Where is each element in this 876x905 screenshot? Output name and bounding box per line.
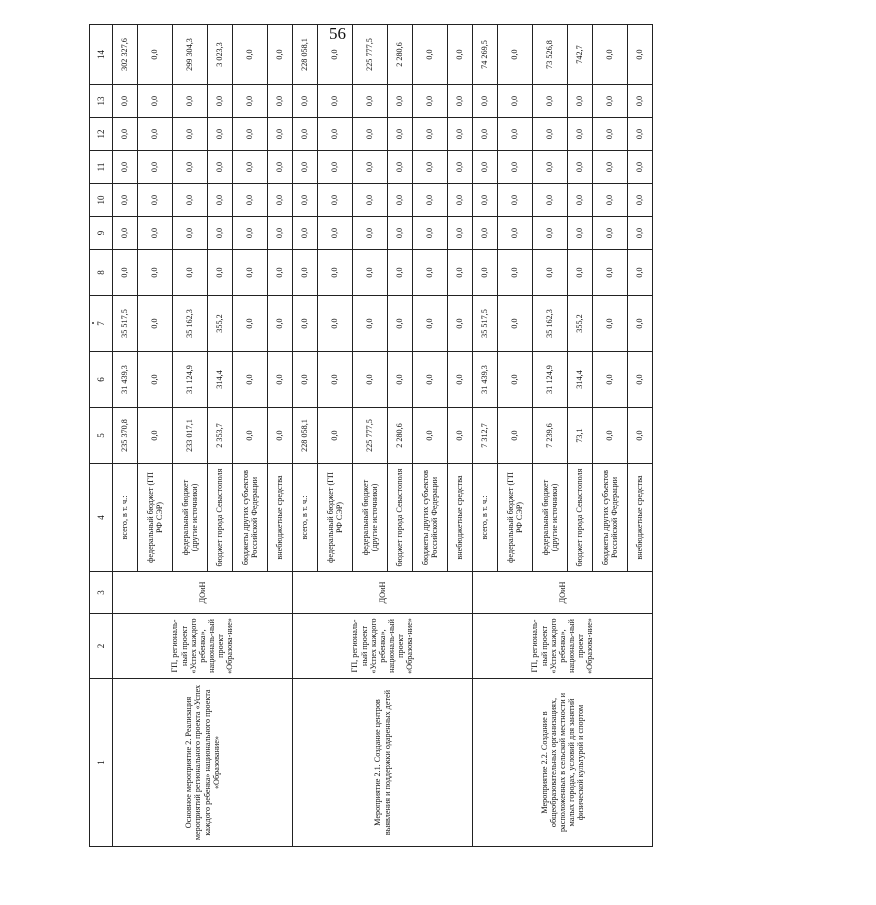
amount-cell-col-9: 0,0 xyxy=(473,217,498,250)
amount-cell-col-12: 0,0 xyxy=(113,118,138,151)
amount-cell-col-8: 0,0 xyxy=(413,250,448,296)
amount-cell-col-14: 74 269,5 xyxy=(473,25,498,85)
amount-cell-col-12: 0,0 xyxy=(533,118,568,151)
column-header-4: 4 xyxy=(90,464,113,572)
amount-cell-col-14: 0,0 xyxy=(628,25,653,85)
amount-cell-col-9: 0,0 xyxy=(293,217,318,250)
amount-cell-col-5: 0,0 xyxy=(448,408,473,464)
funding-source-cell: внебюджетные средства xyxy=(628,464,653,572)
amount-cell-col-13: 0,0 xyxy=(388,85,413,118)
amount-cell-col-8: 0,0 xyxy=(448,250,473,296)
amount-cell-col-14: 0,0 xyxy=(268,25,293,85)
column-header-8: 8 xyxy=(90,250,113,296)
funding-source-cell: федеральный бюджет (другие источники) xyxy=(533,464,568,572)
amount-cell-col-8: 0,0 xyxy=(533,250,568,296)
amount-cell-col-13: 0,0 xyxy=(138,85,173,118)
amount-cell-col-7: 35 517,5 xyxy=(473,296,498,352)
funding-source-cell: федеральный бюджет (другие источники) xyxy=(353,464,388,572)
amount-cell-col-12: 0,0 xyxy=(318,118,353,151)
amount-cell-col-13: 0,0 xyxy=(448,85,473,118)
amount-cell-col-10: 0,0 xyxy=(388,184,413,217)
executor-cell: ДОиН xyxy=(293,572,473,614)
column-header-3: 3 xyxy=(90,572,113,614)
amount-cell-col-12: 0,0 xyxy=(208,118,233,151)
funding-source-cell: внебюджетные средства xyxy=(448,464,473,572)
amount-cell-col-12: 0,0 xyxy=(473,118,498,151)
amount-cell-col-6: 0,0 xyxy=(233,352,268,408)
amount-cell-col-8: 0,0 xyxy=(233,250,268,296)
activity-name-cell: Мероприятие 2.1. Создание центров выявления и поддержки одаренных детей xyxy=(293,679,473,847)
amount-cell-col-11: 0,0 xyxy=(268,151,293,184)
amount-cell-col-8: 0,0 xyxy=(138,250,173,296)
column-header-6: 6 xyxy=(90,352,113,408)
amount-cell-col-8: 0,0 xyxy=(388,250,413,296)
amount-cell-col-6: 0,0 xyxy=(353,352,388,408)
activity-name-cell: Основное мероприятие 2. Реализация мероприятий регионального проекта «Успех каждого ребенка» национального проекта «Образование» xyxy=(113,679,293,847)
amount-cell-col-9: 0,0 xyxy=(413,217,448,250)
amount-cell-col-8: 0,0 xyxy=(268,250,293,296)
amount-cell-col-11: 0,0 xyxy=(138,151,173,184)
amount-cell-col-11: 0,0 xyxy=(568,151,593,184)
amount-cell-col-5: 235 370,8 xyxy=(113,408,138,464)
amount-cell-col-13: 0,0 xyxy=(268,85,293,118)
page-number: 56 xyxy=(329,24,346,43)
amount-cell-col-12: 0,0 xyxy=(388,118,413,151)
funding-source-cell: федеральный бюджет (ГП РФ СЭР) xyxy=(498,464,533,572)
amount-cell-col-12: 0,0 xyxy=(268,118,293,151)
amount-cell-col-13: 0,0 xyxy=(208,85,233,118)
amount-cell-col-9: 0,0 xyxy=(533,217,568,250)
rotated-table-area xyxy=(89,38,876,841)
column-header-11: 11 xyxy=(90,151,113,184)
amount-cell-col-11: 0,0 xyxy=(448,151,473,184)
amount-cell-col-10: 0,0 xyxy=(293,184,318,217)
amount-cell-col-10: 0,0 xyxy=(568,184,593,217)
amount-cell-col-10: 0,0 xyxy=(268,184,293,217)
amount-cell-col-13: 0,0 xyxy=(498,85,533,118)
amount-cell-col-9: 0,0 xyxy=(138,217,173,250)
amount-cell-col-10: 0,0 xyxy=(593,184,628,217)
amount-cell-col-5: 0,0 xyxy=(498,408,533,464)
amount-cell-col-10: 0,0 xyxy=(233,184,268,217)
funding-source-cell: бюджет города Севастополя xyxy=(568,464,593,572)
amount-cell-col-9: 0,0 xyxy=(498,217,533,250)
amount-cell-col-5: 228 058,1 xyxy=(293,408,318,464)
column-header-7: 7 xyxy=(90,296,113,352)
amount-cell-col-7: 355,2 xyxy=(568,296,593,352)
table-header-row xyxy=(90,25,113,847)
amount-cell-col-12: 0,0 xyxy=(233,118,268,151)
amount-cell-col-5: 73,1 xyxy=(568,408,593,464)
amount-cell-col-6: 0,0 xyxy=(413,352,448,408)
amount-cell-col-13: 0,0 xyxy=(293,85,318,118)
amount-cell-col-11: 0,0 xyxy=(593,151,628,184)
amount-cell-col-10: 0,0 xyxy=(448,184,473,217)
funding-source-cell: внебюджетные средства xyxy=(268,464,293,572)
amount-cell-col-9: 0,0 xyxy=(448,217,473,250)
amount-cell-col-8: 0,0 xyxy=(208,250,233,296)
program-cell: ГП, региональ-ный проект «Успех каждого ребенка», националь-ный проект «Образова-ние» xyxy=(113,614,293,679)
amount-cell-col-7: 0,0 xyxy=(593,296,628,352)
amount-cell-col-7: 0,0 xyxy=(413,296,448,352)
amount-cell-col-13: 0,0 xyxy=(233,85,268,118)
column-header-13: 13 xyxy=(90,85,113,118)
amount-cell-col-13: 0,0 xyxy=(413,85,448,118)
column-header-1: 1 xyxy=(90,679,113,847)
amount-cell-col-14: 0,0 xyxy=(138,25,173,85)
column-header-2: 2 xyxy=(90,614,113,679)
amount-cell-col-5: 0,0 xyxy=(413,408,448,464)
amount-cell-col-6: 314,4 xyxy=(208,352,233,408)
amount-cell-col-9: 0,0 xyxy=(388,217,413,250)
amount-cell-col-13: 0,0 xyxy=(473,85,498,118)
amount-cell-col-10: 0,0 xyxy=(138,184,173,217)
amount-cell-col-10: 0,0 xyxy=(208,184,233,217)
amount-cell-col-6: 0,0 xyxy=(388,352,413,408)
amount-cell-col-10: 0,0 xyxy=(173,184,208,217)
amount-cell-col-5: 225 777,5 xyxy=(353,408,388,464)
amount-cell-col-11: 0,0 xyxy=(318,151,353,184)
amount-cell-col-14: 0,0 xyxy=(448,25,473,85)
amount-cell-col-5: 0,0 xyxy=(628,408,653,464)
amount-cell-col-10: 0,0 xyxy=(318,184,353,217)
amount-cell-col-8: 0,0 xyxy=(353,250,388,296)
amount-cell-col-10: 0,0 xyxy=(473,184,498,217)
table-row xyxy=(293,25,318,847)
amount-cell-col-6: 0,0 xyxy=(498,352,533,408)
amount-cell-col-6: 314,4 xyxy=(568,352,593,408)
amount-cell-col-8: 0,0 xyxy=(593,250,628,296)
amount-cell-col-7: 0,0 xyxy=(353,296,388,352)
amount-cell-col-12: 0,0 xyxy=(628,118,653,151)
amount-cell-col-10: 0,0 xyxy=(413,184,448,217)
column-header-5: 5 xyxy=(90,408,113,464)
amount-cell-col-14: 3 023,3 xyxy=(208,25,233,85)
amount-cell-col-9: 0,0 xyxy=(628,217,653,250)
funding-source-cell: бюджеты других субъектов Российской Федерации xyxy=(413,464,448,572)
amount-cell-col-14: 0,0 xyxy=(498,25,533,85)
executor-cell: ДОиН xyxy=(473,572,653,614)
amount-cell-col-8: 0,0 xyxy=(498,250,533,296)
amount-cell-col-12: 0,0 xyxy=(293,118,318,151)
amount-cell-col-5: 7 312,7 xyxy=(473,408,498,464)
column-header-9: 9 xyxy=(90,217,113,250)
funding-source-cell: бюджеты других субъектов Российской Федерации xyxy=(233,464,268,572)
amount-cell-col-5: 233 017,1 xyxy=(173,408,208,464)
amount-cell-col-14: 0,0 xyxy=(318,25,353,85)
amount-cell-col-6: 0,0 xyxy=(628,352,653,408)
amount-cell-col-10: 0,0 xyxy=(113,184,138,217)
amount-cell-col-14: 299 304,3 xyxy=(173,25,208,85)
amount-cell-col-14: 73 526,8 xyxy=(533,25,568,85)
funding-source-cell: всего, в т. ч.: xyxy=(293,464,318,572)
amount-cell-col-14: 228 058,1 xyxy=(293,25,318,85)
column-header-10: 10 xyxy=(90,184,113,217)
funding-source-cell: федеральный бюджет (ГП РФ СЭР) xyxy=(318,464,353,572)
amount-cell-col-6: 0,0 xyxy=(448,352,473,408)
amount-cell-col-7: 35 162,3 xyxy=(173,296,208,352)
amount-cell-col-11: 0,0 xyxy=(233,151,268,184)
amount-cell-col-13: 0,0 xyxy=(533,85,568,118)
amount-cell-col-12: 0,0 xyxy=(568,118,593,151)
amount-cell-col-7: 355,2 xyxy=(208,296,233,352)
amount-cell-col-14: 0,0 xyxy=(413,25,448,85)
amount-cell-col-13: 0,0 xyxy=(318,85,353,118)
amount-cell-col-9: 0,0 xyxy=(208,217,233,250)
amount-cell-col-12: 0,0 xyxy=(353,118,388,151)
amount-cell-col-7: 0,0 xyxy=(318,296,353,352)
amount-cell-col-11: 0,0 xyxy=(628,151,653,184)
amount-cell-col-6: 31 124,9 xyxy=(173,352,208,408)
amount-cell-col-14: 302 327,6 xyxy=(113,25,138,85)
amount-cell-col-7: 0,0 xyxy=(448,296,473,352)
amount-cell-col-6: 31 439,3 xyxy=(473,352,498,408)
amount-cell-col-5: 2 353,7 xyxy=(208,408,233,464)
amount-cell-col-6: 0,0 xyxy=(138,352,173,408)
amount-cell-col-9: 0,0 xyxy=(173,217,208,250)
amount-cell-col-8: 0,0 xyxy=(318,250,353,296)
amount-cell-col-14: 742,7 xyxy=(568,25,593,85)
amount-cell-col-13: 0,0 xyxy=(568,85,593,118)
amount-cell-col-11: 0,0 xyxy=(293,151,318,184)
amount-cell-col-8: 0,0 xyxy=(293,250,318,296)
amount-cell-col-11: 0,0 xyxy=(498,151,533,184)
amount-cell-col-6: 0,0 xyxy=(268,352,293,408)
funding-source-cell: бюджет города Севастополя xyxy=(208,464,233,572)
amount-cell-col-11: 0,0 xyxy=(413,151,448,184)
column-header-14: 14 xyxy=(90,25,113,85)
budget-table xyxy=(89,24,653,847)
amount-cell-col-11: 0,0 xyxy=(388,151,413,184)
amount-cell-col-9: 0,0 xyxy=(268,217,293,250)
amount-cell-col-7: 35 162,3 xyxy=(533,296,568,352)
amount-cell-col-12: 0,0 xyxy=(173,118,208,151)
amount-cell-col-7: 0,0 xyxy=(138,296,173,352)
executor-cell: ДОиН xyxy=(113,572,293,614)
amount-cell-col-8: 0,0 xyxy=(568,250,593,296)
table-body xyxy=(113,25,653,847)
program-cell: ГП, региональ-ный проект «Успех каждого ребенка», националь-ный проект «Образова-ние» xyxy=(473,614,653,679)
funding-source-cell: бюджеты других субъектов Российской Федерации xyxy=(593,464,628,572)
amount-cell-col-12: 0,0 xyxy=(448,118,473,151)
amount-cell-col-6: 31 124,9 xyxy=(533,352,568,408)
amount-cell-col-6: 0,0 xyxy=(593,352,628,408)
amount-cell-col-6: 0,0 xyxy=(293,352,318,408)
amount-cell-col-9: 0,0 xyxy=(593,217,628,250)
amount-cell-col-6: 31 439,3 xyxy=(113,352,138,408)
amount-cell-col-7: 0,0 xyxy=(268,296,293,352)
amount-cell-col-11: 0,0 xyxy=(353,151,388,184)
amount-cell-col-14: 2 280,6 xyxy=(388,25,413,85)
amount-cell-col-7: 0,0 xyxy=(628,296,653,352)
table-row xyxy=(113,25,138,847)
amount-cell-col-11: 0,0 xyxy=(208,151,233,184)
amount-cell-col-5: 0,0 xyxy=(593,408,628,464)
activity-name-cell: Мероприятие 2.2. Создание в общеобразовательных организациях, расположенных в сельской местности и малых городах, условий для занятий физической культурой и спортом xyxy=(473,679,653,847)
program-cell: ГП, региональ-ный проект «Успех каждого ребенка», националь-ный проект «Образова-ние» xyxy=(293,614,473,679)
funding-source-cell: бюджет города Севастополя xyxy=(388,464,413,572)
amount-cell-col-11: 0,0 xyxy=(473,151,498,184)
amount-cell-col-14: 0,0 xyxy=(593,25,628,85)
amount-cell-col-7: 0,0 xyxy=(233,296,268,352)
amount-cell-col-13: 0,0 xyxy=(113,85,138,118)
amount-cell-col-8: 0,0 xyxy=(173,250,208,296)
amount-cell-col-12: 0,0 xyxy=(138,118,173,151)
rotated-table-container xyxy=(89,38,645,847)
amount-cell-col-8: 0,0 xyxy=(628,250,653,296)
amount-cell-col-12: 0,0 xyxy=(593,118,628,151)
amount-cell-col-10: 0,0 xyxy=(533,184,568,217)
amount-cell-col-13: 0,0 xyxy=(173,85,208,118)
funding-source-cell: всего, в т. ч.: xyxy=(113,464,138,572)
amount-cell-col-5: 0,0 xyxy=(318,408,353,464)
table-row xyxy=(473,25,498,847)
amount-cell-col-13: 0,0 xyxy=(593,85,628,118)
amount-cell-col-11: 0,0 xyxy=(173,151,208,184)
amount-cell-col-11: 0,0 xyxy=(113,151,138,184)
amount-cell-col-11: 0,0 xyxy=(533,151,568,184)
amount-cell-col-7: 0,0 xyxy=(498,296,533,352)
amount-cell-col-9: 0,0 xyxy=(233,217,268,250)
amount-cell-col-7: 0,0 xyxy=(293,296,318,352)
amount-cell-col-12: 0,0 xyxy=(498,118,533,151)
amount-cell-col-13: 0,0 xyxy=(353,85,388,118)
amount-cell-col-5: 0,0 xyxy=(138,408,173,464)
amount-cell-col-10: 0,0 xyxy=(628,184,653,217)
amount-cell-col-6: 0,0 xyxy=(318,352,353,408)
amount-cell-col-9: 0,0 xyxy=(568,217,593,250)
amount-cell-col-5: 0,0 xyxy=(233,408,268,464)
amount-cell-col-14: 0,0 xyxy=(233,25,268,85)
funding-source-cell: федеральный бюджет (ГП РФ СЭР) xyxy=(138,464,173,572)
amount-cell-col-5: 2 280,6 xyxy=(388,408,413,464)
amount-cell-col-8: 0,0 xyxy=(113,250,138,296)
amount-cell-col-9: 0,0 xyxy=(353,217,388,250)
column-header-12: 12 xyxy=(90,118,113,151)
amount-cell-col-9: 0,0 xyxy=(113,217,138,250)
amount-cell-col-12: 0,0 xyxy=(413,118,448,151)
amount-cell-col-8: 0,0 xyxy=(473,250,498,296)
amount-cell-col-7: 35 517,5 xyxy=(113,296,138,352)
amount-cell-col-10: 0,0 xyxy=(498,184,533,217)
amount-cell-col-13: 0,0 xyxy=(628,85,653,118)
amount-cell-col-5: 7 239,6 xyxy=(533,408,568,464)
amount-cell-col-14: 225 777,5 xyxy=(353,25,388,85)
amount-cell-col-5: 0,0 xyxy=(268,408,293,464)
funding-source-cell: федеральный бюджет (другие источники) xyxy=(173,464,208,572)
amount-cell-col-7: 0,0 xyxy=(388,296,413,352)
amount-cell-col-9: 0,0 xyxy=(318,217,353,250)
funding-source-cell: всего, в т. ч.: xyxy=(473,464,498,572)
amount-cell-col-10: 0,0 xyxy=(353,184,388,217)
